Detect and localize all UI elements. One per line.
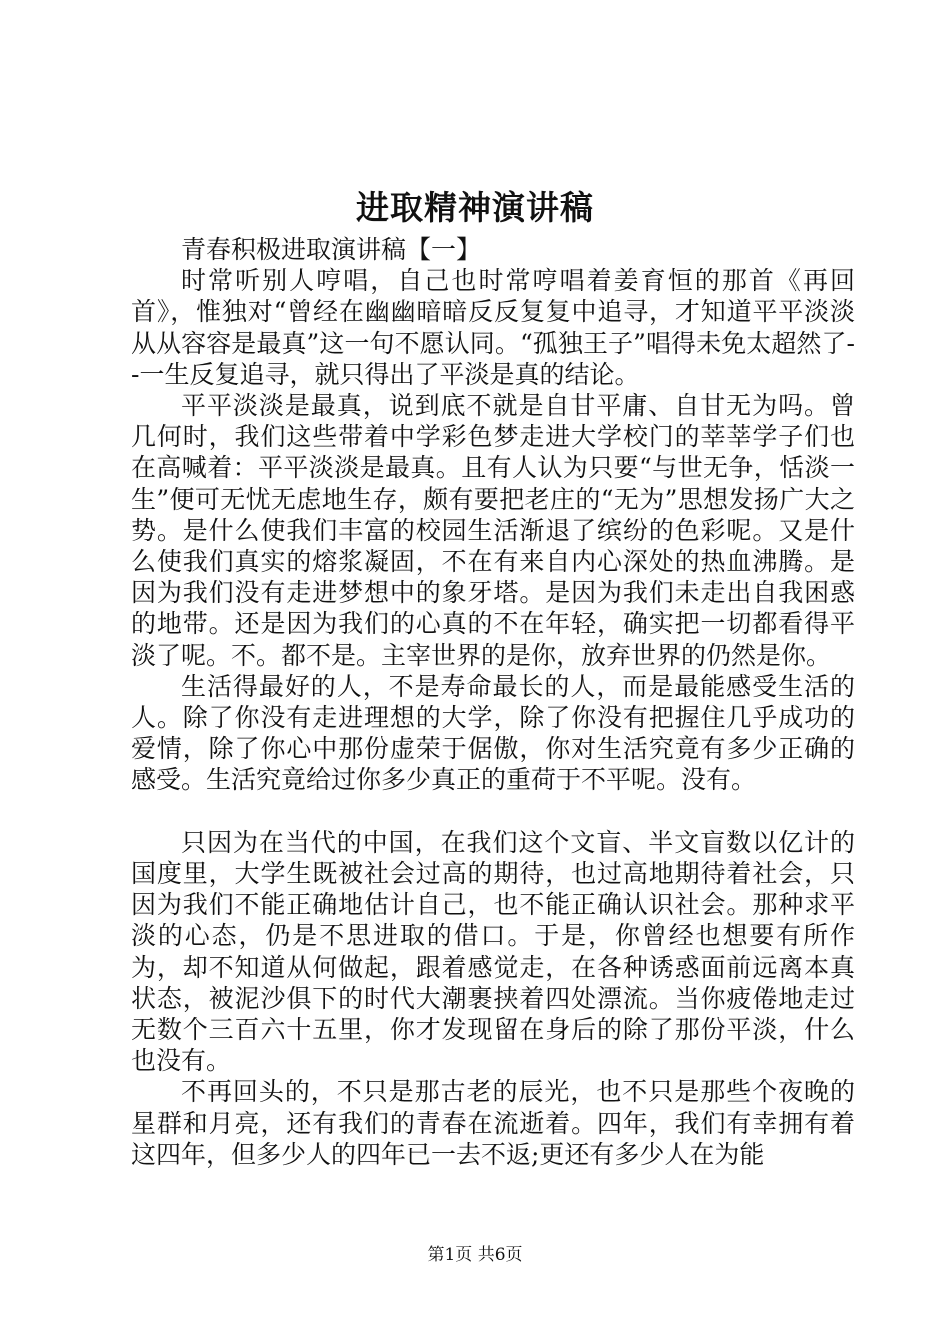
section-heading: 青春积极进取演讲稿【一】 [181,235,482,264]
document-body [131,234,855,1170]
page-number-footer: 第1页 共6页 [427,1245,523,1265]
paragraph: 平平淡淡是最真，说到底不就是自甘平庸、自甘无为吗。曾几何时，我们这些带着中学彩色梦走进大学校门的莘莘学子们也在高喊着：平平淡淡是最真。且有人认为只要“与世无争，恬淡一生”便可无忧无虑地生存，颇有要把老庄的“无为”思想发扬广大之势。是什么使我们丰富的校园生活渐退了缤纷的色彩呢。又是什么使我们真实的熔浆凝固，不在有来自内心深处的热血沸腾。是因为我们没有走进梦想中的象牙塔。是因为我们未走出自我困惑的地带。还是因为我们的心真的不在年轻，确实把一切都看得平淡了呢。不。都不是。主宰世界的是你，放弃世界的仍然是你。 [131,391,855,670]
paragraph: 只因为在当代的中国，在我们这个文盲、半文盲数以亿计的国度里，大学生既被社会过高的期待，也过高地期待着社会，只因为我们不能正确地估计自己，也不能正确认识社会。那种求平淡的心态，仍是不思进取的借口。于是，你曾经也想要有所作为，却不知道从何做起，跟着感觉走，在各种诱惑面前远离本真状态，被泥沙俱下的时代大潮裹挟着四处漂流。当你疲倦地走过无数个三百六十五里，你才发现留在身后的除了那份平淡，什么也没有。 [131,827,855,1076]
document-title: 进取精神演讲稿 [356,188,594,227]
paragraph: 生活得最好的人，不是寿命最长的人，而是最能感受生活的人。除了你没有走进理想的大学，除了你没有把握住几乎成功的爱情，除了你心中那份虚荣于倨傲，你对生活究竟有多少正确的感受。生活究竟给过你多少真正的重荷于不平呢。没有。 [131,671,855,795]
paragraph: 时常听别人哼唱，自己也时常哼唱着姜育恒的那首《再回首》，惟独对“曾经在幽幽暗暗反反复复中追寻，才知道平平淡淡从从容容是最真”这一句不愿认同。“孤独王子”唱得未免太超然了--一生反复追寻，就只得出了平淡是真的结论。 [131,266,855,389]
paragraph: 不再回头的，不只是那古老的辰光，也不只是那些个夜晚的星群和月亮，还有我们的青春在流逝着。四年，我们有幸拥有着这四年，但多少人的四年已一去不返;更还有多少人在为能 [131,1077,855,1169]
